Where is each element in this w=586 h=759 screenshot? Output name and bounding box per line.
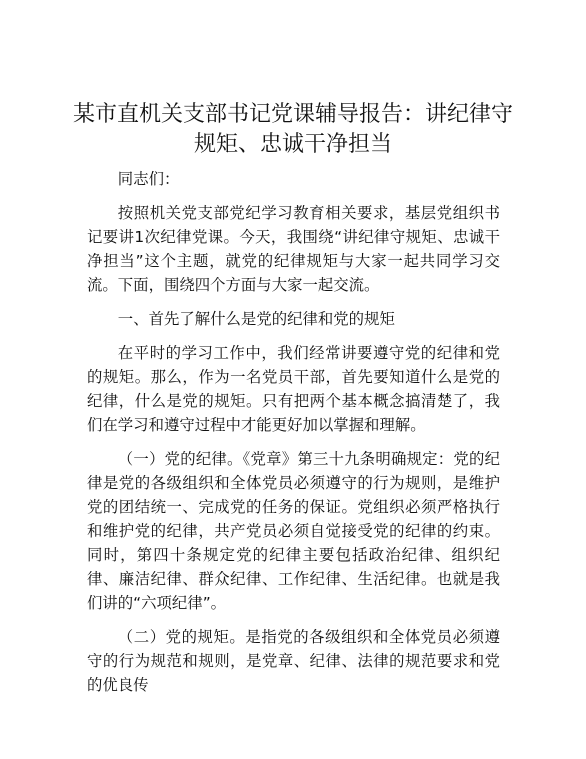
paragraph-intro: 按照机关党支部党纪学习教育相关要求，基层党组织书记要讲1次纪律党课。今天，我围绕“讲纪律守规矩、忠诚干净担当”这个主题，就党的纪律规矩与大家一起共同学习交流。下面，围绕四个方面与大家一起交流。: [87, 204, 500, 294]
document-title: [70, 100, 516, 160]
title-line-1: 某市直机关支部书记党课辅导报告：讲纪律守: [72, 102, 513, 127]
title-line-2: 规矩、忠诚干净担当: [193, 132, 392, 157]
paragraph-section-1: 在平时的学习工作中，我们经常讲要遵守党的纪律和党的规矩。那么，作为一名党员干部，首先要知道什么是党的纪律，什么是党的规矩。只有把两个基本概念搞清楚了，我们在学习和遵守过程中才能更好加以掌握和理解。: [87, 344, 500, 434]
salutation: 同志们：: [117, 170, 180, 188]
document-body: [87, 167, 500, 707]
section-heading-1: 一、首先了解什么是党的纪律和党的规矩: [117, 310, 395, 328]
paragraph-party-rules: （二）党的规矩。是指党的各级组织和全体党员必须遵守的行为规范和规则，是党章、纪律、法律的规范要求和党的优良传: [87, 628, 500, 694]
paragraph-party-discipline: （一）党的纪律。《党章》第三十九条明确规定：党的纪律是党的各级组织和全体党员必须遵守的行为规则，是维护党的团结统一、完成党的任务的保证。党组织必须严格执行和维护党的纪律，共产党员必须自觉接受党的纪律的约束。同时，第四十条规定党的纪律主要包括政治纪律、组织纪律、廉洁纪律、群众纪律、工作纪律、生活纪律。也就是我们讲的“六项纪律”。: [87, 450, 500, 612]
